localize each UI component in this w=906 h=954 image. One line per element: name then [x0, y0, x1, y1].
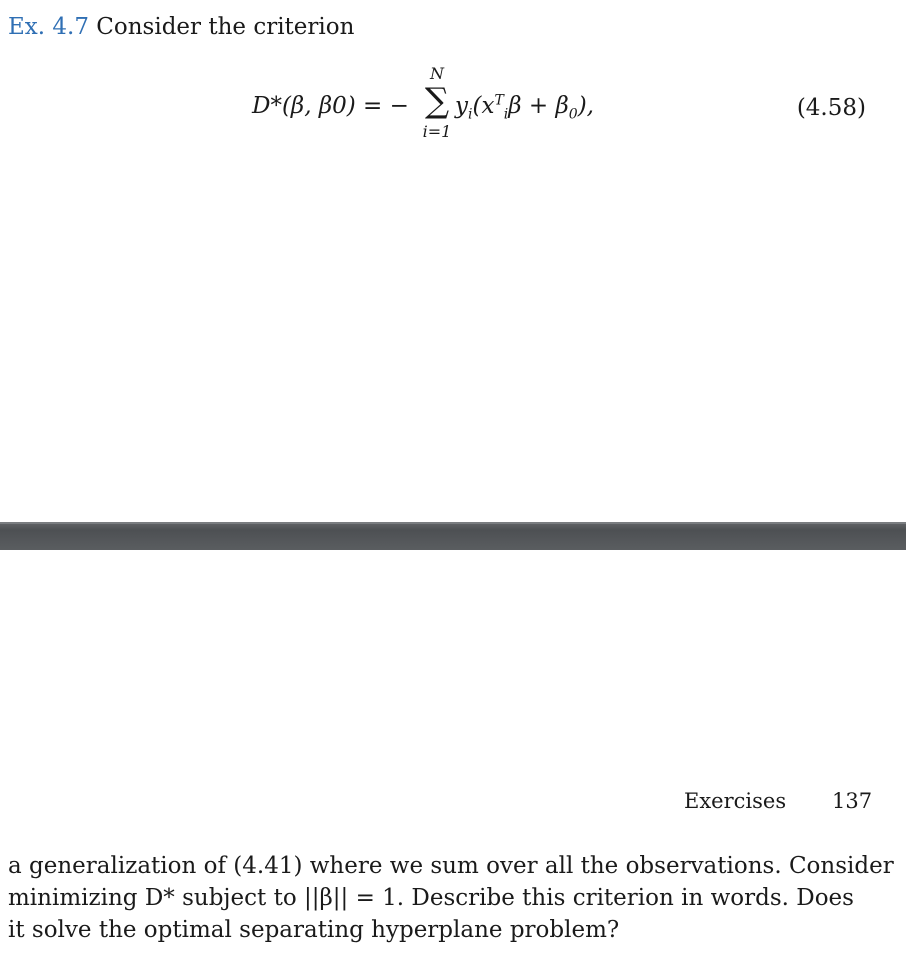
page-bottom	[0, 550, 906, 954]
equation-lhs: D*(β, β0) = −	[252, 93, 409, 119]
sum-icon: ∑	[424, 81, 450, 121]
rhs-open: (x	[472, 93, 495, 119]
page-number: 137	[832, 789, 873, 813]
rhs-x-sub: i	[503, 106, 509, 123]
rhs-y-sub: i	[468, 106, 473, 123]
rhs-tail: β + β	[508, 93, 569, 119]
rhs-close: ),	[577, 93, 594, 119]
equation-rhs	[455, 92, 594, 123]
page-divider	[0, 522, 906, 550]
rhs-x-sup: T	[494, 92, 504, 109]
exercise-number: 4.7	[52, 14, 89, 40]
rhs-y: y	[455, 93, 468, 119]
exercise-label: Ex.	[8, 14, 46, 40]
rhs-beta-sub: 0	[568, 106, 578, 123]
body-line: minimizing D* subject to ||β|| = 1. Describe this criterion in words. Does	[8, 885, 854, 911]
sum-upper-limit: N	[430, 64, 444, 83]
sum-lower-limit: i=1	[422, 122, 452, 141]
equation-4-58	[0, 60, 906, 160]
equation-number: (4.58)	[796, 95, 866, 121]
body-line: a generalization of (4.41) where we sum over all the observations. Consider	[8, 853, 894, 879]
summation	[420, 64, 454, 141]
body-line: it solve the optimal separating hyperplane problem?	[8, 917, 620, 943]
running-head-title: Exercises	[684, 789, 787, 813]
body-paragraph	[8, 850, 894, 946]
exercise-intro: Consider the criterion	[96, 14, 355, 40]
exercise-heading	[8, 14, 354, 40]
page-divider-highlight	[0, 522, 906, 524]
